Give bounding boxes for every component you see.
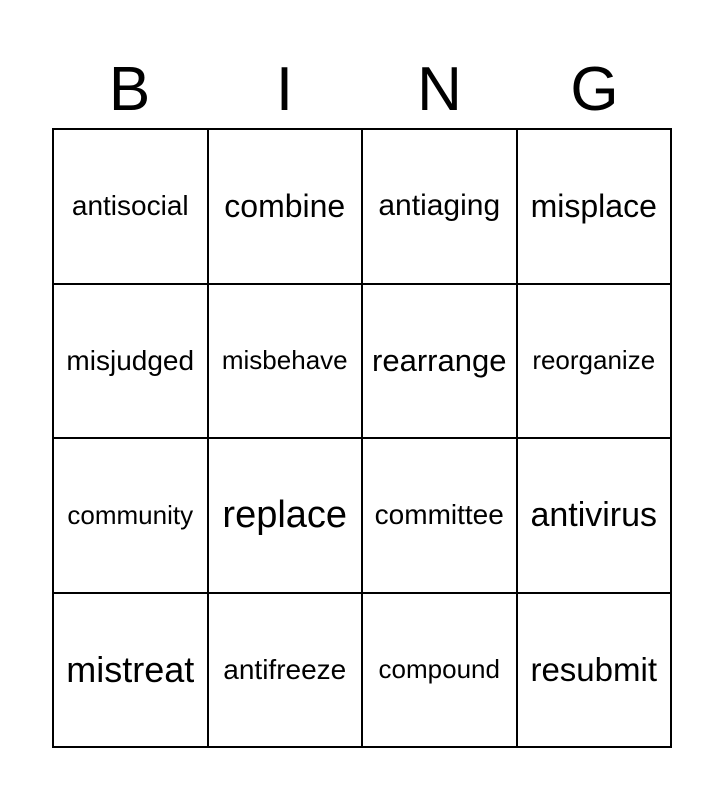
bingo-cell-r3-c4[interactable]: antivirus [518, 439, 673, 594]
bingo-cell-r1-c4[interactable]: misplace [518, 130, 673, 285]
bingo-cell-r2-c1[interactable]: misjudged [54, 285, 209, 440]
bingo-header [52, 52, 672, 128]
bingo-cell-r1-c3[interactable]: antiaging [363, 130, 518, 285]
bingo-cell-r4-c3[interactable]: compound [363, 594, 518, 749]
header-letter-i: I [275, 55, 294, 124]
header-letter-n: N [417, 55, 462, 124]
bingo-cell-r2-c2[interactable]: misbehave [209, 285, 364, 440]
bingo-cell-r1-c2[interactable]: combine [209, 130, 364, 285]
header-letter-g: G [570, 55, 619, 124]
bingo-card-grid [52, 128, 672, 748]
bingo-cell-r3-c1[interactable]: community [54, 439, 209, 594]
bingo-cell-r4-c1[interactable]: mistreat [54, 594, 209, 749]
bingo-cell-r4-c2[interactable]: antifreeze [209, 594, 364, 749]
bingo-cell-r3-c3[interactable]: committee [363, 439, 518, 594]
header-letter-b: B [108, 55, 151, 124]
bingo-cell-r1-c1[interactable]: antisocial [54, 130, 209, 285]
bingo-cell-r3-c2[interactable]: replace [209, 439, 364, 594]
bingo-cell-r2-c3[interactable]: rearrange [363, 285, 518, 440]
bingo-cell-r2-c4[interactable]: reorganize [518, 285, 673, 440]
bingo-cell-r4-c4[interactable]: resubmit [518, 594, 673, 749]
